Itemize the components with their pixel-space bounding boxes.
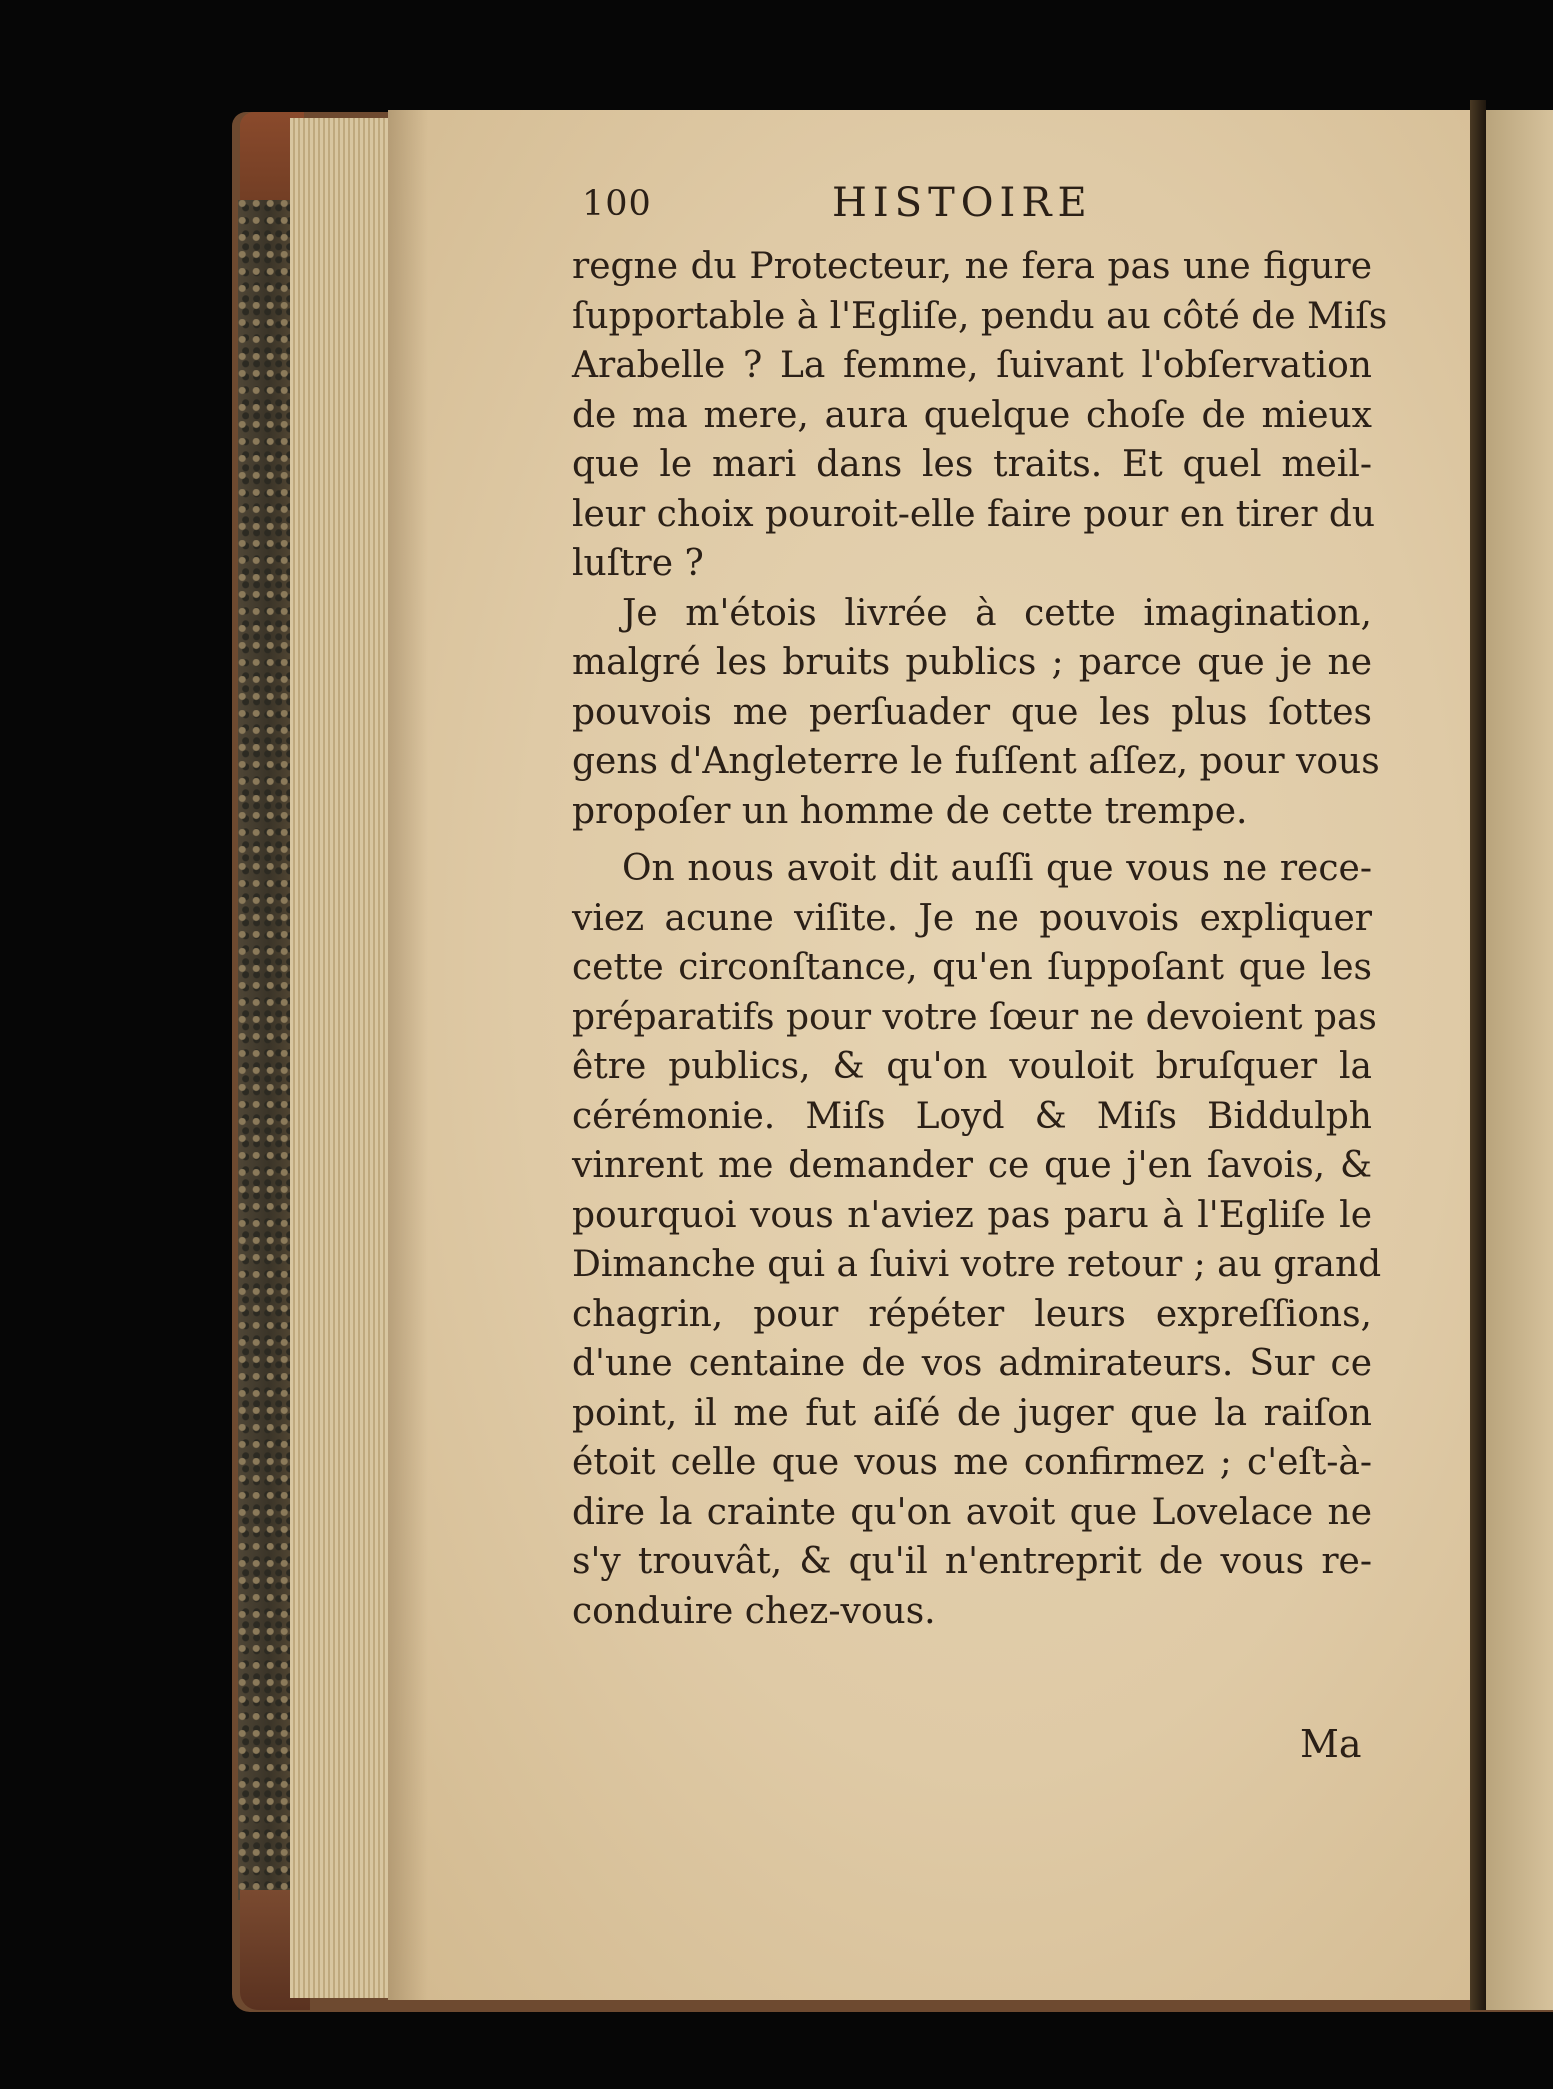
page-number: 100 <box>582 184 652 224</box>
text-line: Je m'étois livrée à cette imagination, <box>622 592 1372 634</box>
text-line: que le mari dans les traits. Et quel meil- <box>572 444 1372 485</box>
text-line: Dimanche qui a ſuivi votre retour ; au grand <box>572 1244 1382 1285</box>
text-line: Arabelle ? La femme, ſuivant l'obſervation <box>572 345 1372 386</box>
text-line: conduire chez-vous. <box>572 1590 936 1632</box>
text-line: leur choix pouroit-elle faire pour en tirer du <box>572 493 1376 535</box>
gutter <box>1470 100 1486 2010</box>
paragraph-2 <box>572 589 1380 837</box>
text-line: propoſer un homme de cette trempe. <box>572 790 1248 832</box>
text-line: malgré les bruits publics ; parce que je ne <box>572 642 1372 683</box>
page-header <box>572 180 1372 242</box>
text-line: s'y trouvât, & qu'il n'entreprit de vous re- <box>572 1541 1372 1582</box>
text-line: ſupportable à l'Egliſe, pendu au côté de Miſs <box>572 295 1388 337</box>
page-shadow <box>388 110 428 2000</box>
text-line: viez acune viſite. Je ne pouvois expliquer <box>572 897 1372 939</box>
text-line: être publics, & qu'on vouloit bruſquer la <box>572 1046 1372 1087</box>
text-line: point, il me fut aiſé de juger que la raiſon <box>572 1392 1372 1434</box>
text-line: de ma mere, aura quelque choſe de mieux <box>572 394 1372 436</box>
text-line: cette circonſtance, qu'en ſuppoſant que les <box>572 947 1372 988</box>
text-line: préparatifs pour votre ſœur ne devoient pas <box>572 996 1377 1038</box>
text-line: chagrin, pour répéter leurs expreſſions, <box>572 1293 1372 1335</box>
text-line: regne du Protecteur, ne fera pas une figure <box>572 246 1372 287</box>
text-line: gens d'Angleterre le fuſſent aſſez, pour vous <box>572 741 1380 782</box>
facing-page <box>1486 110 1553 2010</box>
paragraph-1 <box>572 242 1388 589</box>
text-line: vinrent me demander ce que j'en ſavois, & <box>572 1145 1372 1186</box>
text-line: luſtre ? <box>572 543 704 584</box>
page-edges <box>290 118 390 1998</box>
text-line: d'une centaine de vos admirateurs. Sur ce <box>572 1343 1372 1384</box>
text-block <box>572 180 1388 1636</box>
text-line: pourquoi vous n'aviez pas paru à l'Egliſe le <box>572 1194 1372 1236</box>
text-line: cérémonie. Miſs Loyd & Miſs Biddulph <box>572 1095 1372 1137</box>
paragraph-3 <box>572 844 1382 1636</box>
text-line: On nous avoit dit auſſi que vous ne rece- <box>622 848 1372 889</box>
text-line: étoit celle que vous me confirmez ; c'eſt-à- <box>572 1442 1372 1483</box>
text-line: pouvois me perſuader que les plus ſottes <box>572 691 1372 733</box>
text-line: dire la crainte qu'on avoit que Lovelace ne <box>572 1491 1372 1533</box>
running-title: HISTOIRE <box>832 180 1093 226</box>
catchword: Ma <box>1300 1722 1362 1766</box>
